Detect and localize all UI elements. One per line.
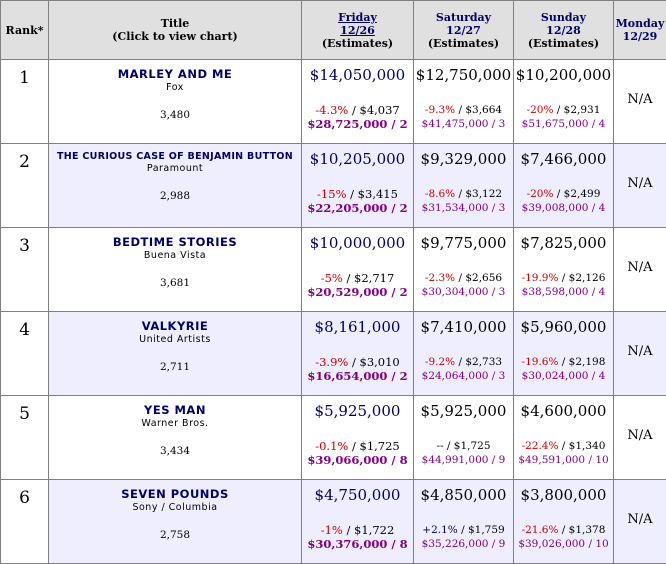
rank-cell: 1 bbox=[1, 60, 49, 144]
friday-average: / $3,415 bbox=[347, 187, 398, 201]
friday-gross: $10,000,000 bbox=[302, 234, 413, 272]
rank-cell: 4 bbox=[1, 312, 49, 396]
monday-value: N/A bbox=[627, 428, 652, 443]
table-row bbox=[1, 480, 666, 564]
distributor: Sony / Columbia bbox=[49, 502, 301, 513]
friday-change: -1% bbox=[321, 523, 343, 537]
table-row bbox=[1, 396, 666, 480]
friday-gross: $10,205,000 bbox=[302, 150, 413, 188]
sunday-cume: $39,008,000 / 4 bbox=[514, 201, 613, 215]
saturday-change: +2.1% bbox=[422, 524, 457, 536]
movie-title-link[interactable]: SEVEN POUNDS bbox=[49, 487, 301, 501]
sunday-cell bbox=[514, 228, 614, 312]
rank-cell: 3 bbox=[1, 228, 49, 312]
sunday-cell bbox=[514, 144, 614, 228]
monday-value: N/A bbox=[627, 344, 652, 359]
sunday-change: -19.9% bbox=[522, 272, 559, 284]
sunday-gross: $3,800,000 bbox=[514, 486, 613, 524]
sunday-cume: $51,675,000 / 4 bbox=[514, 117, 613, 131]
friday-change: -0.1% bbox=[315, 439, 348, 453]
friday-average: / $1,722 bbox=[343, 523, 394, 537]
friday-cell bbox=[302, 480, 414, 564]
monday-cell bbox=[614, 60, 666, 144]
movie-title-link[interactable]: BEDTIME STORIES bbox=[49, 235, 301, 249]
saturday-cell bbox=[414, 144, 514, 228]
saturday-cell bbox=[414, 312, 514, 396]
monday-header-date: 12/29 bbox=[614, 30, 666, 43]
saturday-cume: $24,064,000 / 3 bbox=[414, 369, 513, 383]
friday-average: / $1,725 bbox=[348, 439, 399, 453]
theater-count: 2,758 bbox=[49, 529, 301, 541]
saturday-cell bbox=[414, 396, 514, 480]
sunday-cell bbox=[514, 480, 614, 564]
monday-cell bbox=[614, 144, 666, 228]
sunday-cume: $39,026,000 / 10 bbox=[514, 537, 613, 551]
title-cell bbox=[49, 228, 302, 312]
sunday-header-note: (Estimates) bbox=[514, 37, 613, 50]
title-header[interactable] bbox=[49, 1, 302, 60]
sunday-average: / $1,340 bbox=[558, 440, 605, 452]
saturday-gross: $12,750,000 bbox=[414, 66, 513, 104]
saturday-average: / $2,733 bbox=[455, 356, 502, 368]
title-cell bbox=[49, 60, 302, 144]
monday-value: N/A bbox=[627, 260, 652, 275]
saturday-header bbox=[414, 1, 514, 60]
sunday-average: / $2,931 bbox=[553, 104, 600, 116]
sunday-change: -20% bbox=[527, 188, 554, 200]
distributor: Warner Bros. bbox=[49, 418, 301, 429]
monday-value: N/A bbox=[627, 512, 652, 527]
table-row bbox=[1, 144, 666, 228]
saturday-cell bbox=[414, 60, 514, 144]
monday-value: N/A bbox=[627, 176, 652, 191]
friday-cell bbox=[302, 396, 414, 480]
sunday-gross: $5,960,000 bbox=[514, 318, 613, 356]
sunday-change: -22.4% bbox=[522, 440, 559, 452]
sunday-cell bbox=[514, 312, 614, 396]
header-row bbox=[1, 1, 666, 60]
distributor: Buena Vista bbox=[49, 250, 301, 261]
title-header-hint: (Click to view chart) bbox=[49, 30, 301, 43]
friday-header-note: (Estimates) bbox=[302, 37, 413, 50]
movie-title-link[interactable]: THE CURIOUS CASE OF BENJAMIN BUTTON bbox=[49, 151, 301, 162]
friday-cell bbox=[302, 60, 414, 144]
theater-count: 3,480 bbox=[49, 109, 301, 121]
theater-count: 3,434 bbox=[49, 445, 301, 457]
friday-header[interactable] bbox=[302, 1, 414, 60]
monday-cell bbox=[614, 228, 666, 312]
saturday-gross: $5,925,000 bbox=[414, 402, 513, 440]
friday-header-date[interactable]: 12/26 bbox=[302, 24, 413, 37]
friday-gross: $8,161,000 bbox=[302, 318, 413, 356]
sunday-cume: $30,024,000 / 4 bbox=[514, 369, 613, 383]
saturday-header-note: (Estimates) bbox=[414, 37, 513, 50]
movie-title-link[interactable]: YES MAN bbox=[49, 403, 301, 417]
sunday-change: -20% bbox=[527, 104, 554, 116]
sunday-header-day: Sunday bbox=[514, 11, 613, 24]
saturday-header-date: 12/27 bbox=[414, 24, 513, 37]
distributor: United Artists bbox=[49, 334, 301, 345]
saturday-header-day: Saturday bbox=[414, 11, 513, 24]
friday-gross: $4,750,000 bbox=[302, 486, 413, 524]
movie-title-link[interactable]: VALKYRIE bbox=[49, 319, 301, 333]
sunday-gross: $7,466,000 bbox=[514, 150, 613, 188]
saturday-cume: $44,991,000 / 9 bbox=[414, 453, 513, 467]
saturday-gross: $9,775,000 bbox=[414, 234, 513, 272]
saturday-gross: $4,850,000 bbox=[414, 486, 513, 524]
theater-count: 2,988 bbox=[49, 190, 301, 202]
friday-header-link[interactable]: Friday bbox=[302, 11, 413, 24]
sunday-change: -19.6% bbox=[522, 356, 559, 368]
saturday-change: -- bbox=[436, 440, 443, 452]
sunday-cell bbox=[514, 60, 614, 144]
title-cell bbox=[49, 396, 302, 480]
saturday-cume: $41,475,000 / 3 bbox=[414, 117, 513, 131]
title-header-label: Title bbox=[49, 17, 301, 30]
saturday-cell bbox=[414, 480, 514, 564]
saturday-average: / $2,656 bbox=[455, 272, 502, 284]
sunday-gross: $10,200,000 bbox=[514, 66, 613, 104]
friday-gross: $5,925,000 bbox=[302, 402, 413, 440]
friday-cell bbox=[302, 312, 414, 396]
monday-value: N/A bbox=[627, 92, 652, 107]
sunday-average: / $2,499 bbox=[553, 188, 600, 200]
saturday-average: / $1,725 bbox=[444, 440, 491, 452]
movie-title-link[interactable]: MARLEY AND ME bbox=[49, 67, 301, 81]
saturday-change: -2.3% bbox=[425, 272, 455, 284]
friday-gross: $14,050,000 bbox=[302, 66, 413, 104]
saturday-change: -9.3% bbox=[425, 104, 455, 116]
sunday-cume: $49,591,000 / 10 bbox=[514, 453, 613, 467]
friday-average: / $2,717 bbox=[343, 271, 394, 285]
sunday-cume: $38,598,000 / 4 bbox=[514, 285, 613, 299]
friday-change: -3.9% bbox=[315, 355, 348, 369]
friday-average: / $4,037 bbox=[348, 103, 399, 117]
saturday-change: -9.2% bbox=[425, 356, 455, 368]
title-cell bbox=[49, 312, 302, 396]
friday-change: -4.3% bbox=[315, 103, 348, 117]
friday-average: / $3,010 bbox=[348, 355, 399, 369]
friday-cume: $39,066,000 / 8 bbox=[302, 453, 413, 467]
sunday-change: -21.6% bbox=[522, 524, 559, 536]
sunday-header bbox=[514, 1, 614, 60]
rank-header: Rank* bbox=[1, 1, 49, 60]
saturday-change: -8.6% bbox=[425, 188, 455, 200]
saturday-gross: $7,410,000 bbox=[414, 318, 513, 356]
title-cell bbox=[49, 480, 302, 564]
monday-header bbox=[614, 1, 666, 60]
theater-count: 2,711 bbox=[49, 361, 301, 373]
friday-cell bbox=[302, 228, 414, 312]
sunday-average: / $2,198 bbox=[558, 356, 605, 368]
friday-change: -15% bbox=[317, 187, 346, 201]
sunday-average: / $2,126 bbox=[558, 272, 605, 284]
saturday-average: / $3,122 bbox=[455, 188, 502, 200]
sunday-cell bbox=[514, 396, 614, 480]
friday-cell bbox=[302, 144, 414, 228]
sunday-gross: $7,825,000 bbox=[514, 234, 613, 272]
sunday-header-date: 12/28 bbox=[514, 24, 613, 37]
monday-header-day: Monday bbox=[614, 17, 666, 30]
friday-cume: $16,654,000 / 2 bbox=[302, 369, 413, 383]
friday-cume: $22,205,000 / 2 bbox=[302, 201, 413, 215]
friday-change: -5% bbox=[321, 271, 343, 285]
monday-cell bbox=[614, 312, 666, 396]
distributor: Fox bbox=[49, 82, 301, 93]
sunday-gross: $4,600,000 bbox=[514, 402, 613, 440]
saturday-gross: $9,329,000 bbox=[414, 150, 513, 188]
friday-cume: $28,725,000 / 2 bbox=[302, 117, 413, 131]
monday-cell bbox=[614, 396, 666, 480]
friday-cume: $20,529,000 / 2 bbox=[302, 285, 413, 299]
rank-cell: 6 bbox=[1, 480, 49, 564]
sunday-average: / $1,378 bbox=[558, 524, 605, 536]
monday-cell bbox=[614, 480, 666, 564]
saturday-cume: $30,304,000 / 3 bbox=[414, 285, 513, 299]
rank-cell: 2 bbox=[1, 144, 49, 228]
table-row bbox=[1, 228, 666, 312]
friday-cume: $30,376,000 / 8 bbox=[302, 537, 413, 551]
rank-cell: 5 bbox=[1, 396, 49, 480]
saturday-cume: $31,534,000 / 3 bbox=[414, 201, 513, 215]
saturday-average: / $1,759 bbox=[458, 524, 505, 536]
table-row bbox=[1, 60, 666, 144]
table-row bbox=[1, 312, 666, 396]
title-cell bbox=[49, 144, 302, 228]
saturday-cume: $35,226,000 / 9 bbox=[414, 537, 513, 551]
theater-count: 3,681 bbox=[49, 277, 301, 289]
distributor: Paramount bbox=[49, 163, 301, 174]
saturday-average: / $3,664 bbox=[455, 104, 502, 116]
saturday-cell bbox=[414, 228, 514, 312]
